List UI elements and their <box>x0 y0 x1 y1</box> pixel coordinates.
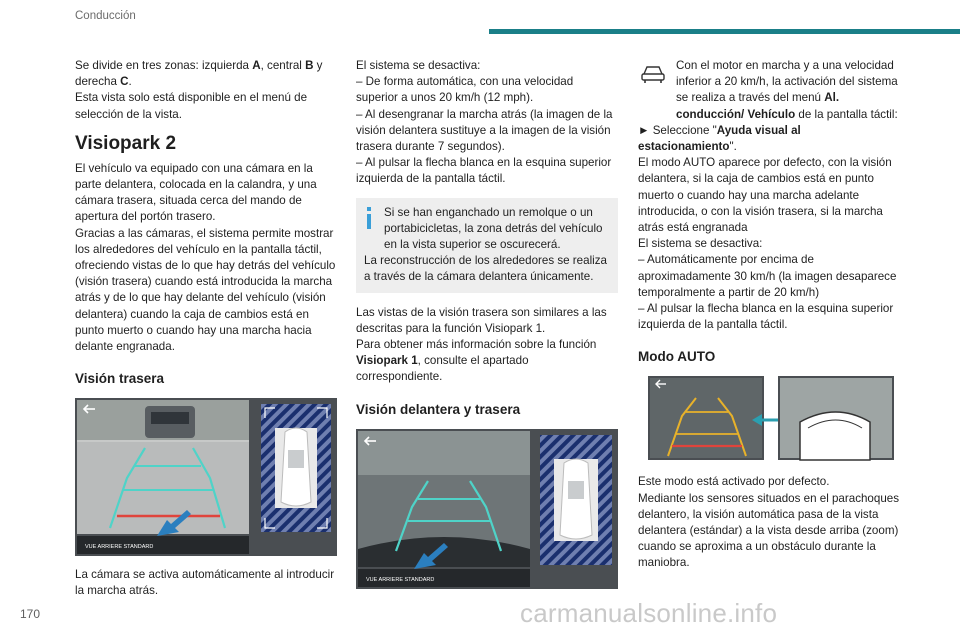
views-similar: Las vistas de la visión trasera son similares a las descritas para la función Visiopark 1. <box>356 305 607 335</box>
auto-mode-default: Este modo está activado por defecto. <box>638 475 830 489</box>
cameras-paragraph: El vehículo va equipado con una cámara en la parte delantera, colocada en la calandra, y una cámara trasera, situada cerca del mando de apertura del portón trasero. <box>75 161 317 224</box>
deactivation-intro: El sistema se desactiva: <box>638 237 763 251</box>
deactivation-item-1: – De forma automática, con una velocidad superior a unos 20 km/h (12 mph). <box>356 75 574 105</box>
rear-camera-figure <box>75 398 337 556</box>
watermark: carmanualsonline.info <box>520 598 778 628</box>
rear-view-caption: La cámara se activa automáticamente al introducir la marcha atrás. <box>75 568 335 598</box>
deactivation-item-2: – Al pulsar la flecha blanca en la esquina superior izquierda de la pantalla táctil. <box>638 302 894 332</box>
page-number: 170 <box>20 607 41 621</box>
select-instruction: ► Seleccione "Ayuda visual al estacionamiento". <box>638 123 801 154</box>
column-2 <box>356 58 618 589</box>
info-icon <box>364 207 374 229</box>
deactivation-item-1: – Automáticamente por encima de aproximadamente 30 km/h (la imagen desaparece temporalmente a partir de 20 km/h) <box>638 253 897 299</box>
info-box <box>356 198 618 293</box>
rear-view-heading: Visión trasera <box>75 371 165 387</box>
auto-mode-sensors: Mediante los sensores situados en el parachoques delantero, la visión automática pasa de la vista delantera (estándar) a la vista desde arriba (zoom) cuando se aproxima a un obstáculo durante la maniobra. <box>638 491 900 570</box>
activation-note: Con el motor en marcha y a una velocidad inferior a 20 km/h, la activación del sistema se realiza a través del menú Al. conducción/ Vehículo de la pantalla táctil: <box>638 58 900 123</box>
svg-text:VUE ARRIERE STANDARD: VUE ARRIERE STANDARD <box>85 544 154 551</box>
deactivation-intro: El sistema se desactiva: <box>356 59 481 72</box>
auto-mode-figure <box>638 376 900 462</box>
zones-paragraph: Se divide en tres zonas: izquierda A, central B y derecha C. <box>75 59 323 89</box>
views-more-info: Para obtener más información sobre la función Visiopark 1, consulte el apartado correspondiente. <box>356 338 597 384</box>
info-trailer-note: Si se han enganchado un remolque o un portabicicletas, la zona detrás del vehículo en la vista superior se oscurecerá. <box>384 205 603 252</box>
section-title: Visiopark 2 <box>75 132 177 154</box>
front-rear-camera-figure <box>356 429 618 589</box>
deactivation-item-2: – Al desengranar la marcha atrás (la imagen de la visión delantera sustituye a la imagen de la visión trasera durante 7 segundos). <box>356 107 613 154</box>
auto-mode-heading: Modo AUTO <box>638 349 716 365</box>
view-availability: Esta vista solo está disponible en el menú de selección de la vista. <box>75 91 308 121</box>
svg-text:VUE ARRIERE STANDARD: VUE ARRIERE STANDARD <box>366 576 435 583</box>
car-front-icon <box>638 60 668 88</box>
running-head: Conducción <box>75 10 136 22</box>
auto-default-paragraph: El modo AUTO aparece por defecto, con la visión delantera, si la caja de cambios está en punto muerto o cuando hay una marcha adelante introducida, o con la visión trasera, si la marcha atrás está engranada <box>638 156 892 235</box>
front-rear-view-heading: Visión delantera y trasera <box>356 401 521 417</box>
column-3 <box>638 58 900 572</box>
column-1 <box>75 58 337 600</box>
info-reconstruction-note: La reconstrucción de los alrededores se realiza a través de la cámara delantera únicamente. <box>364 254 607 284</box>
deactivation-item-3: – Al pulsar la flecha blanca en la esquina superior izquierda de la pantalla táctil. <box>356 156 612 186</box>
header-accent-bar <box>489 29 960 34</box>
system-paragraph: Gracias a las cámaras, el sistema permite mostrar los alrededores del vehículo en la pantalla táctil, ofreciendo vistas de lo que hay detrás del vehículo (visión trasera) cuando está introducida la marcha atrás y de lo que hay delante del vehículo (visión delantera) cuando la caja de cambios está en punto muerto o cuando hay una marcha hacia delante engranada. <box>75 226 336 354</box>
